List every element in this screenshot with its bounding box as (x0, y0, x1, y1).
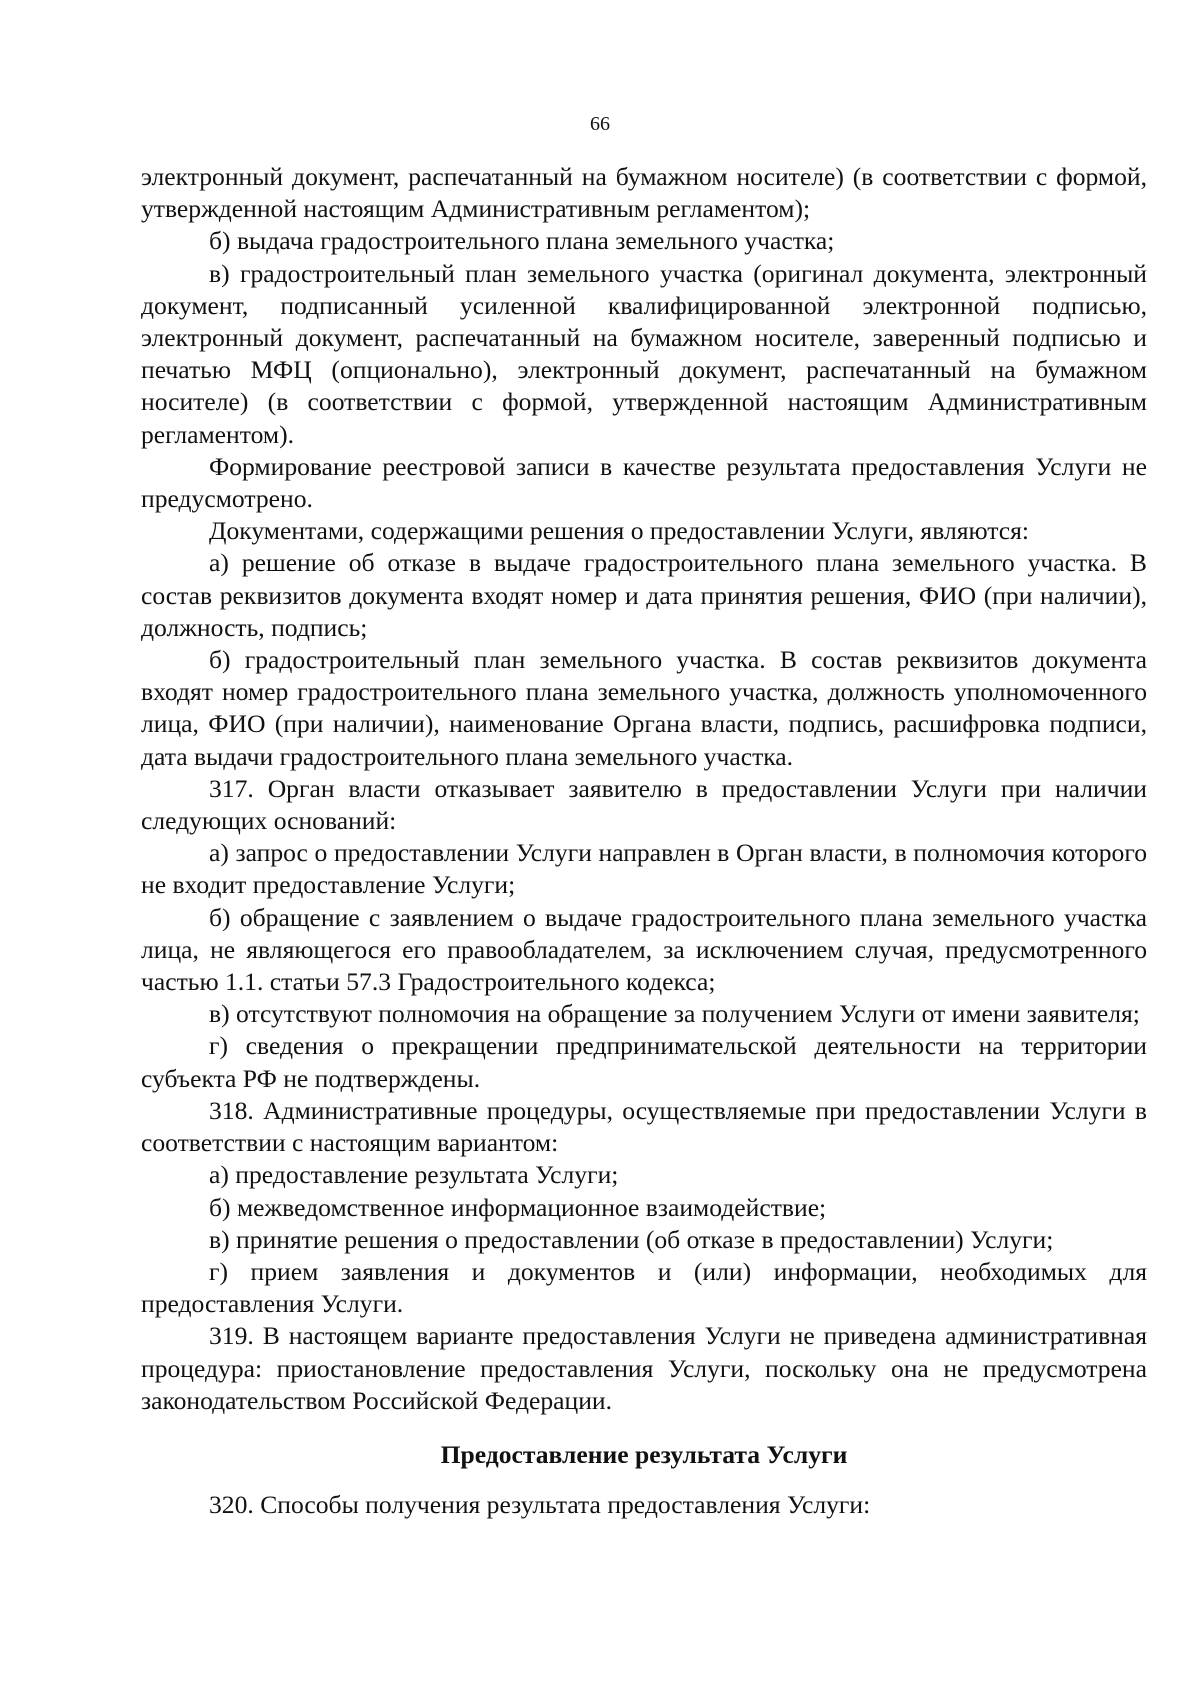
body-text (141, 161, 1147, 1521)
paragraph: Документами, содержащими решения о предоставлении Услуги, являются: (209, 516, 1030, 546)
paragraph: 317. Орган власти отказывает заявителю в предоставлении Услуги при наличии следующих оснований: (141, 773, 1147, 836)
paragraphs-after-heading (141, 1489, 1147, 1521)
paragraph: б) обращение с заявлением о выдаче градостроительного плана земельного участка лица, не являющегося его правообладателем, за исключением случая, предусмотренного частью 1.1. статьи 57.3 Градостроительного кодекса; (141, 902, 1147, 997)
paragraph: в) принятие решения о предоставлении (об отказе в предоставлении) Услуги; (209, 1224, 1054, 1254)
paragraph: Формирование реестровой записи в качестве результата предоставления Услуги не предусмотрено. (141, 451, 1147, 514)
paragraph: г) прием заявления и документов и (или) информации, необходимых для предоставления Услуги. (141, 1256, 1147, 1319)
paragraph: 318. Административные процедуры, осуществляемые при предоставлении Услуги в соответствии с настоящим вариантом: (141, 1095, 1147, 1158)
paragraph: 320. Способы получения результата предоставления Услуги: (209, 1490, 871, 1520)
paragraph: 319. В настоящем варианте предоставления Услуги не приведена административная процедура: приостановление предоставления Услуги, поскольку она не предусмотрена законодательством Российской Федерации. (141, 1321, 1147, 1415)
paragraph: г) сведения о прекращении предпринимательской деятельности на территории субъекта РФ не подтверждены. (141, 1031, 1147, 1093)
paragraph: а) запрос о предоставлении Услуги направлен в Орган власти, в полномочия которого не входит предоставление Услуги; (141, 838, 1147, 900)
section-heading: Предоставление результата Услуги (440, 1439, 848, 1469)
paragraph: а) решение об отказе в выдаче градостроительного плана земельного участка. В состав реквизитов документа входят номер и дата принятия решения, ФИО (при наличии), должность, подпись; (141, 548, 1147, 642)
paragraph: электронный документ, распечатанный на бумажном носителе) (в соответствии с формой, утвержденной настоящим Административным регламентом); (141, 162, 1147, 224)
paragraph: в) градостроительный план земельного участка (оригинал документа, электронный документ, подписанный усиленной квалифицированной электронной подписью, электронный документ, распечатанный на бумажном носителе, заверенный подписью и печатью МФЦ (опционально), электронный документ, распечатанный на бумажном носителе) (в соответствии с формой, утвержденной настоящим Административным регламентом). (141, 258, 1147, 449)
paragraphs-before-heading (141, 161, 1147, 1417)
paragraph: б) межведомственное информационное взаимодействие; (209, 1192, 827, 1222)
paragraph: а) предоставление результата Услуги; (209, 1160, 619, 1190)
paragraph: б) выдача градостроительного плана земельного участка; (209, 226, 835, 256)
paragraph: б) градостроительный план земельного участка. В состав реквизитов документа входят номер градостроительного плана земельного участка, должность уполномоченного лица, ФИО (при наличии), наименование Органа власти, подпись, расшифровка подписи, дата выдачи градостроительного плана земельного участка. (141, 645, 1147, 771)
paragraph: в) отсутствуют полномочия на обращение за получением Услуги от имени заявителя; (209, 999, 1140, 1029)
page-number: 66 (590, 113, 610, 135)
